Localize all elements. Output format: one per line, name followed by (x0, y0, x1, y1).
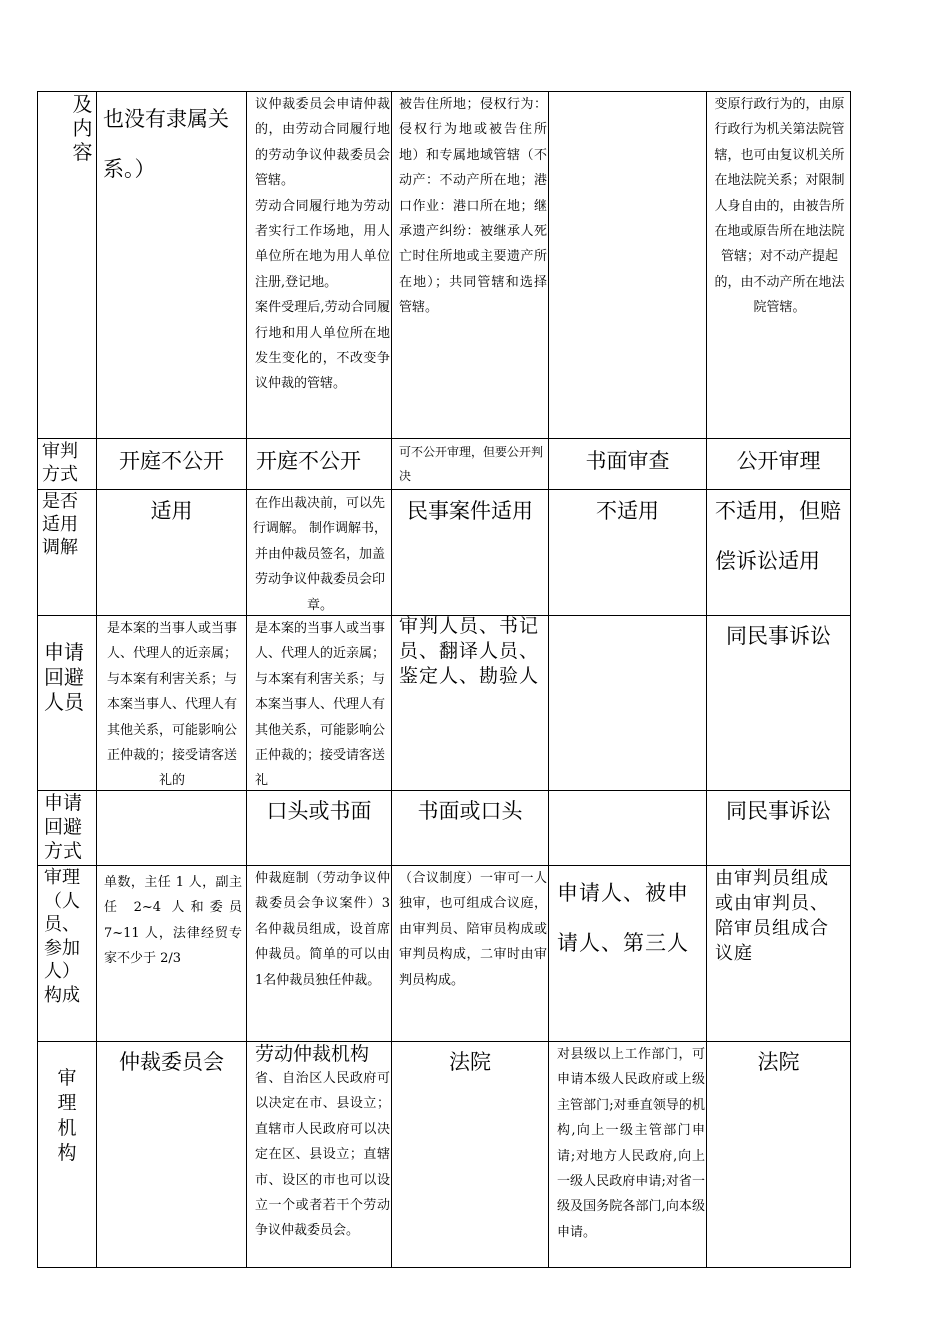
cell-trial-body-3: 法院 (449, 1050, 491, 1074)
cell-mediation-4: 不适用 (596, 499, 659, 523)
cell-trial-body-5: 法院 (757, 1050, 800, 1074)
cell-composition-3: （合议制度）一审可一人独审，也可组成合议庭，由审判员、陪审员构成或审判员构成，二审时由审判员构成。 (399, 871, 547, 988)
cell-title: 劳动仲裁机构 (255, 1043, 370, 1065)
cell-trial-mode-4: 书面审查 (585, 449, 670, 473)
paragraph: 劳动合同履行地为劳动者实行工作场地，用人单位所在地为用人单位注册,登记地。 (255, 198, 390, 290)
cell-recusal-persons-2: 是本案的当事人或当事人、代理人的近亲属；与本案有利害关系；与本案当事人、代理人有其他关系，可能影响公正仲裁的；接受请客送礼 (255, 621, 386, 789)
column-divider (706, 91, 707, 1268)
row-header-composition: 审理（人员、参加人）构成 (44, 867, 80, 1006)
cell-civil-jurisdiction: 被告住所地；侵权行为：侵权行为地或被告住所地）和专属地域管辖（不动产：不动产所在地；港口作业：港口所在地；继承遗产纠纷：被继承人死亡时住所地或主要遗产所在地）；共同管辖和选择管辖。 (399, 97, 547, 316)
cell-trial-mode-2: 开庭不公开 (256, 449, 361, 473)
cell-composition-1: 单数，主任 1 人，副主任 2~4 人和委员 7~11 人，法律经贸专家不少于 2/3 (104, 875, 242, 967)
cell-composition-5: 由审判员组成或由审判员、陪审员组成合议庭 (715, 868, 829, 964)
paragraph: 案件受理后,劳动合同履行地和用人单位所在地发生变化的，不改变争议仲裁的管辖。 (255, 300, 390, 392)
paragraph: 议仲裁委员会申请仲裁的，由劳动合同履行地的劳动争议仲裁委员会管辖。 (255, 97, 390, 189)
cell-admin-jurisdiction: 变原行政行为的，由原行政行为机关第法院管辖，也可由复议机关所在地法院关系；对限制人身自由的，由被告所在地或原告所在地法院管辖；对不动产提起的，由不动产所在地法院管辖。 (714, 97, 845, 316)
cell-trial-mode-1: 开庭不公开 (119, 449, 224, 473)
column-divider (96, 91, 97, 1268)
cell-trial-mode-5: 公开审理 (736, 449, 821, 473)
row-header-trial-mode: 审判方式 (42, 441, 78, 485)
cell-mediation-3: 民事案件适用 (407, 499, 533, 523)
row-header-recusal-method: 申请回避方式 (44, 792, 83, 862)
cell-composition-4: 申请人、被申请人、第三人 (557, 881, 689, 955)
cell-composition-2: 仲裁庭制（劳动争议仲裁委员会争议案件）3 名仲裁员组成，设首席仲裁员。简单的可以由1名仲裁员独任仲裁。 (255, 871, 390, 988)
table-border-right (850, 91, 851, 1268)
cell-recusal-method-5: 同民事诉讼 (726, 799, 831, 823)
row-header-recusal-persons: 申请回避人员 (44, 640, 84, 714)
cell-affiliation: 也没有隶属关系。） (103, 107, 229, 181)
cell-trial-body-1: 仲裁委员会 (119, 1050, 224, 1074)
row-header-trial-body: 审理机构 (57, 1067, 77, 1164)
cell-recusal-persons-1: 是本案的当事人或当事人、代理人的近亲属；与本案有利害关系；与本案当事人、代理人有其他关系，可能影响公正仲裁的；接受请客送礼的 (106, 621, 237, 789)
column-divider (391, 91, 392, 1268)
column-divider (246, 91, 247, 1268)
row-header-content: 及内容 (72, 92, 93, 164)
cell-mediation-5: 不适用，但赔偿诉讼适用 (715, 499, 841, 573)
row-header-mediation: 是否适用调解 (42, 491, 78, 558)
table-border-bottom (37, 1267, 851, 1268)
column-divider (548, 91, 549, 1268)
cell-body: 省、自治区人民政府可以决定在市、县设立；直辖市人民政府可以决定在区、县设立；直辖市、设区的市也可以设立一个或者若干个劳动争议仲裁委员会。 (255, 1071, 390, 1239)
cell-recusal-persons-5: 同民事诉讼 (726, 624, 831, 648)
cell-trial-body-2 (255, 1042, 390, 1244)
cell-recusal-method-2: 口头或书面 (266, 799, 372, 823)
cell-mediation-1: 适用 (150, 499, 193, 523)
cell-trial-body-4: 对县级以上工作部门，可申请本级人民政府或上级主管部门;对垂直领导的机构,向上一级主管部门申请;对地方人民政府,向上一级人民政府申请;对省一级及国务院各部门,向本级申请。 (557, 1047, 705, 1240)
cell-mediation-2: 在作出裁决前，可以先行调解。 制作调解书，并由仲裁员签名，加盖劳动争议仲裁委员会印章。 (252, 496, 388, 613)
cell-recusal-persons-3: 审判人员、书记员、翻译人员、鉴定人、勘验人 (399, 615, 540, 687)
cell-recusal-method-3: 书面或口头 (417, 799, 523, 823)
cell-labor-jurisdiction (255, 92, 390, 397)
table-border-left (37, 91, 38, 1268)
cell-trial-mode-3: 可不公开审理，但要公开判决 (399, 445, 544, 483)
